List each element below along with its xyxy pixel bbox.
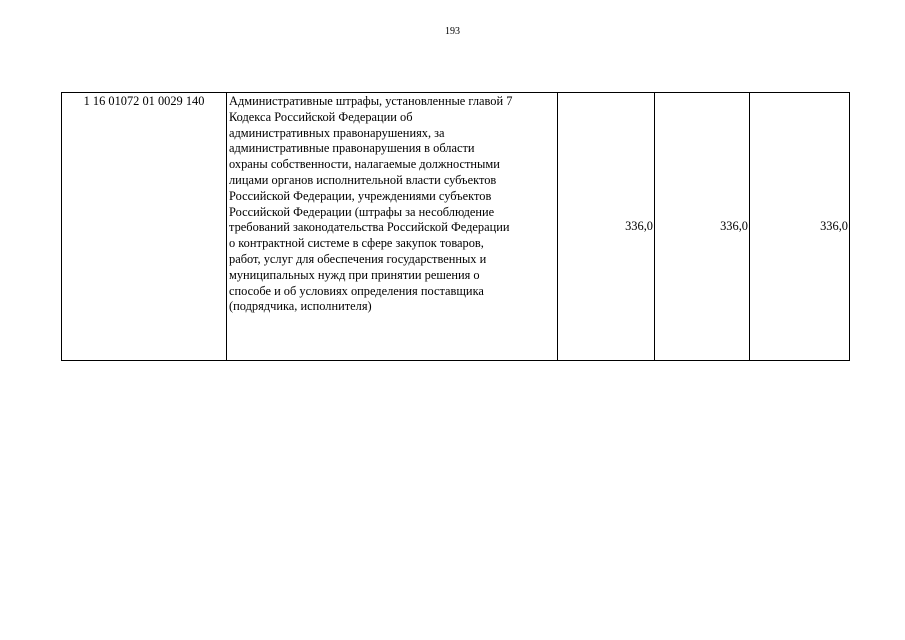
table-row xyxy=(62,93,850,361)
description-line: требований законодательства Российской Федерации xyxy=(229,220,510,235)
description-line: муниципальных нужд при принятии решения о xyxy=(229,267,480,282)
classification-code-cell: 1 16 01072 01 0029 140 xyxy=(62,93,227,361)
description-line: лицами органов исполнительной власти субъектов xyxy=(229,172,497,187)
description-line: Российской Федерации (штрафы за несоблюдение xyxy=(229,204,495,219)
description-line: способе и об условиях определения поставщика xyxy=(229,283,484,298)
description-line: Российской Федерации, учреждениями субъектов xyxy=(229,188,492,203)
description-line: административных правонарушениях, за xyxy=(229,125,445,140)
amount-cell-1: 336,0 xyxy=(558,93,655,361)
description-line: о контрактной системе в сфере закупок товаров, xyxy=(229,236,484,251)
budget-table xyxy=(61,92,850,361)
description-line: административные правонарушения в области xyxy=(229,141,475,156)
page-number: 193 xyxy=(445,26,460,37)
amount-cell-2: 336,0 xyxy=(655,93,750,361)
description-cell xyxy=(227,93,558,361)
description-line: Кодекса Российской Федерации об xyxy=(229,109,413,124)
description-line: работ, услуг для обеспечения государственных и xyxy=(229,251,487,266)
description-line: охраны собственности, налагаемые должностными xyxy=(229,157,500,172)
description-line: (подрядчика, исполнителя) xyxy=(229,299,372,314)
description-line: Административные штрафы, установленные главой 7 xyxy=(229,94,513,108)
amount-cell-3: 336,0 xyxy=(750,93,850,361)
